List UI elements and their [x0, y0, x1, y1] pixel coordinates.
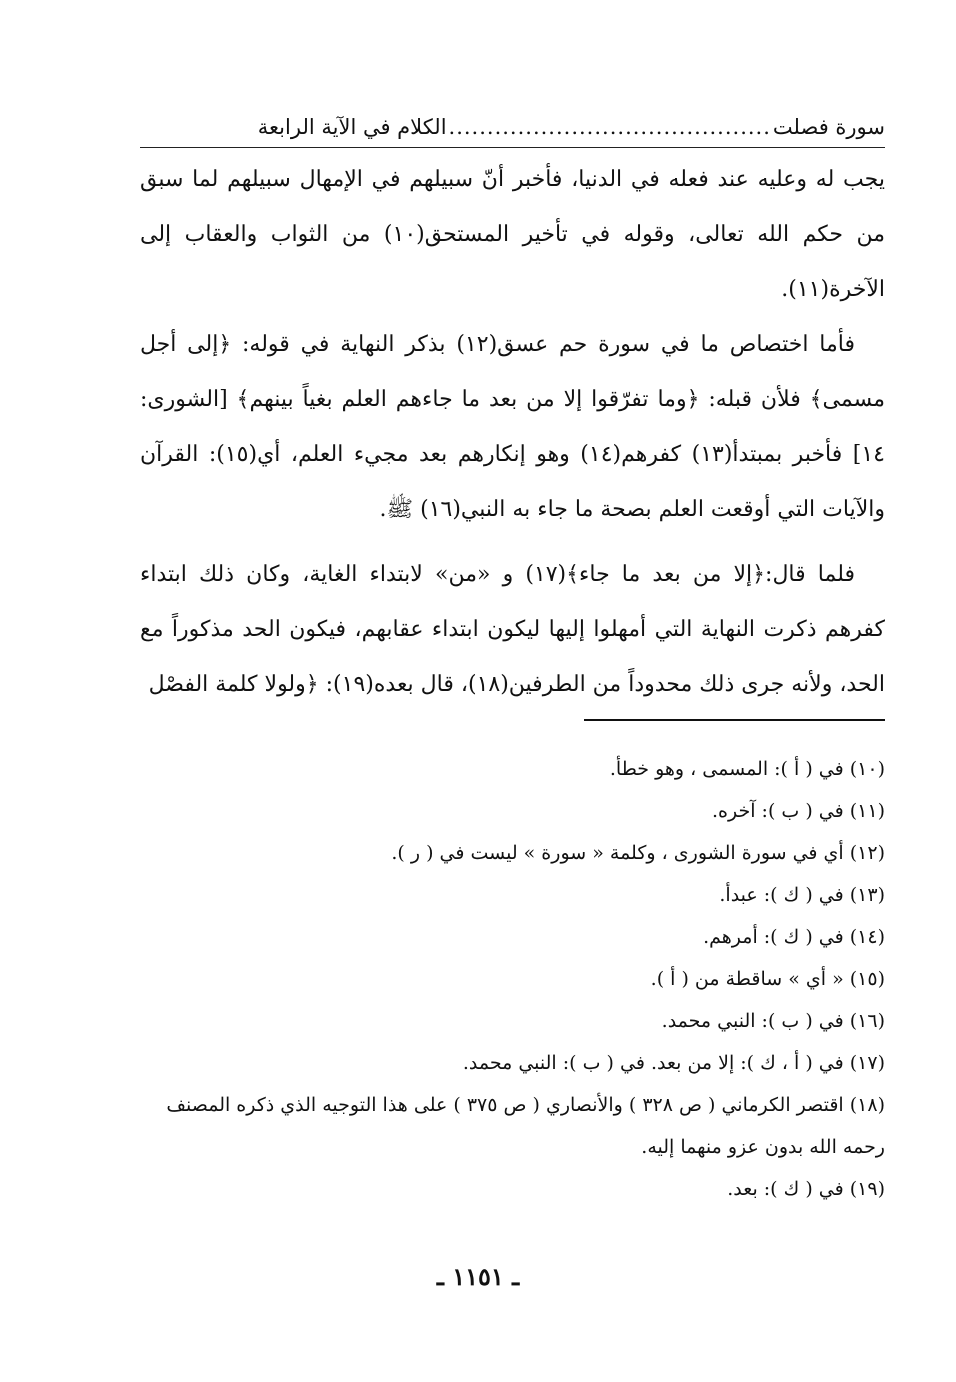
paragraph-3: فلما قال:﴿إلا من بعد ما جاء﴾(١٧) و «من» لابتداء الغاية، وكان ذلك ابتداء كفرهم ذكرت النهاية التي أمهلوا إليها ليكون ابتداء عقابهم، فيكون الحد مذكوراً مع الحد، ولأنه جرى ذلك محدوداً من الطرفين(١٨)، قال بعده(١٩): ﴿ولولا كلمة الفصْل — [140, 562, 885, 697]
main-text — [140, 152, 885, 722]
footnote-14: (١٤) في ( ك ): أمرهم. — [703, 926, 885, 948]
footnote-19: (١٩) في ( ك ): بعد. — [727, 1178, 885, 1200]
footnote-12: (١٢) أي في سورة الشورى ، وكلمة « سورة » ليست في ( ر ). — [391, 842, 885, 864]
running-header — [140, 110, 885, 144]
footnote-10: (١٠) في ( أ ): المسمى ، وهو خطأ. — [609, 758, 885, 780]
footnote-15: (١٥) « أي » ساقطة من ( أ ). — [650, 968, 885, 990]
header-leader-dots: .......................................... — [448, 115, 771, 139]
header-surah-title: سورة فصلت — [772, 115, 885, 139]
footnote-separator — [584, 719, 885, 721]
footnote-11: (١١) في ( ب ): آخره. — [712, 800, 885, 822]
header-section-title: الكلام في الآية الرابعة — [257, 115, 447, 139]
footnote-13: (١٣) في ( ك ): عبدأ. — [719, 884, 885, 906]
header-rule — [140, 147, 885, 148]
page-number: ـ ١١٥١ ـ — [436, 1262, 520, 1291]
footnote-16: (١٦) في ( ب ): النبي محمد. — [661, 1010, 885, 1032]
footnote-18: (١٨) اقتصر الكرماني ( ص ٣٢٨ ) والأنصاري ( ص ٣٧٥ ) على هذا التوجيه الذي ذكره المصنف رحمه الله بدون عزو منهما إليه. — [166, 1094, 885, 1158]
footnote-17: (١٧) في ( أ ، ك ): إلا من بعد. في ( ب ): النبي محمد. — [462, 1052, 885, 1074]
paragraph-2: فأما اختصاص ما في سورة حم عسق(١٢) بذكر النهاية في قوله: ﴿إلى أجل مسمى﴾ فلأن قبله: ﴿وما تفرّقوا إلا من بعد ما جاءهم العلم بغياً بينهم﴾ [الشورى: ١٤] فأخبر بمبتدأ(١٣) كفرهم(١٤) وهو إنكارهم بعد مجيء العلم، أي(١٥): القرآن والآيات التي أوقعت العلم بصحة ما جاء به النبي(١٦) ﷺ. — [140, 332, 885, 522]
footnotes — [140, 748, 885, 1210]
paragraph-1: يجب له وعليه عند فعله في الدنيا، فأخبر أنّ سبيلهم في الإمهال سبيلهم لما سبق من حكم الله تعالى، وقوله في تأخير المستحق(١٠) من الثواب والعقاب إلى الآخرة(١١). — [140, 167, 885, 302]
